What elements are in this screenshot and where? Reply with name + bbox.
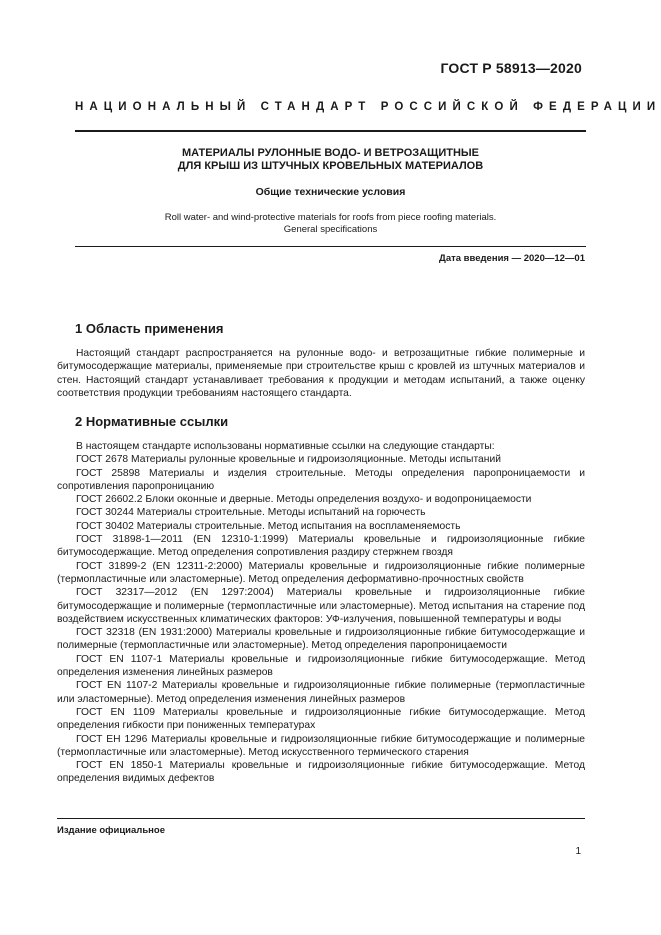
standard-number: ГОСТ Р 58913—2020 (440, 60, 582, 76)
national-standard-banner: НАЦИОНАЛЬНЫЙ СТАНДАРТ РОССИЙСКОЙ ФЕДЕРАЦИИ (75, 101, 661, 113)
section-2-heading: 2 Нормативные ссылки (75, 414, 229, 429)
reference-item: ГОСТ EN 1107-2 Материалы кровельные и гидроизоляционные гибкие полимерные (термопластичные или эластомерные). Метод определения изменения линейных размеров (57, 680, 585, 705)
footer-divider (57, 818, 585, 819)
title-block (75, 147, 586, 173)
reference-item: ГОСТ ЕН 1296 Материалы кровельные и гидроизоляционные гибкие битумосодержащие и полимерные (термопластичные или эластомерные). Метод искусственного термического старения (57, 733, 585, 758)
reference-item: ГОСТ 32317—2012 (EN 1297:2004) Материалы кровельные и гидроизоляционные гибкие битумосодержащие и полимерные (термопластичные или эластомерные). Метод испытания на старение под воздействием искусственных климатических факторов: УФ-излучения, повышенной температуры и воды (57, 587, 585, 625)
paragraph: В настоящем стандарте использованы нормативные ссылки на следующие стандарты: (76, 441, 495, 452)
section-1-body (57, 347, 585, 400)
official-edition-label: Издание официальное (57, 825, 165, 836)
section-2-body (57, 440, 585, 786)
reference-item: ГОСТ 32318 (EN 1931:2000) Материалы кровельные и гидроизоляционные гибкие битумосодержащие и полимерные (термопластичные или эластомерные). Метод определения паропроницаемости (57, 627, 585, 652)
page-number: 1 (575, 846, 581, 857)
reference-item: ГОСТ 2678 Материалы рулонные кровельные и гидроизоляционные. Методы испытаний (76, 454, 501, 466)
reference-item: ГОСТ 31898-1—2011 (EN 12310-1:1999) Материалы кровельные и гидроизоляционные гибкие битумосодержащие. Метод определения сопротивления раздиру стержнем гвоздя (57, 534, 585, 559)
document-subtitle: Общие технические условия (255, 186, 406, 198)
header-divider (75, 130, 586, 132)
reference-item: ГОСТ 30244 Материалы строительные. Методы испытаний на горючесть (76, 507, 426, 519)
reference-item: ГОСТ EN 1107-1 Материалы кровельные и гидроизоляционные гибкие битумосодержащие. Метод определения изменения линейных размеров (57, 653, 585, 679)
paragraph: Настоящий стандарт распространяется на рулонные водо- и ветрозащитные гибкие полимерные и битумосодержащие материалы, применяемые при строительстве крыш с кровлей из штучных материалов и стен. Настоящий стандарт устанавливает требования к продукции и методам испытаний, а также оценку соответствия продукции требованиям настоящего стандарта. (57, 348, 585, 399)
reference-item: ГОСТ 31899-2 (EN 12311-2:2000) Материалы кровельные и гидроизоляционные гибкие полимерные (термопластичные или эластомерные). Метод определения деформативно-прочностных свойств (57, 560, 585, 585)
reference-item: ГОСТ 26602.2 Блоки оконные и дверные. Методы определения воздухо- и водопроницаемости (76, 494, 532, 506)
title-divider (75, 246, 586, 247)
english-title-line-2: General specifications (283, 224, 378, 235)
english-title-line-1: Roll water- and wind-protective materials for roofs from piece roofing materials. (164, 212, 497, 223)
subtitle-block (75, 186, 586, 198)
reference-item: ГОСТ 30402 Материалы строительные. Метод испытания на воспламеняемость (76, 520, 461, 532)
english-title-block (75, 212, 586, 236)
reference-item: ГОСТ EN 1850-1 Материалы кровельные и гидроизоляционные гибкие битумосодержащие. Метод определения видимых дефектов (57, 760, 585, 785)
section-1-heading: 1 Область применения (75, 321, 224, 336)
title-line-1: МАТЕРИАЛЫ РУЛОННЫЕ ВОДО- И ВЕТРОЗАЩИТНЫЕ (181, 147, 480, 159)
reference-item: ГОСТ 25898 Материалы и изделия строительные. Методы определения паропроницаемости и сопротивления паропроницанию (57, 467, 585, 492)
reference-item: ГОСТ EN 1109 Материалы кровельные и гидроизоляционные гибкие битумосодержащие. Метод определения гибкости при пониженных температурах (57, 706, 585, 732)
title-line-2: ДЛЯ КРЫШ ИЗ ШТУЧНЫХ КРОВЕЛЬНЫХ МАТЕРИАЛОВ (177, 160, 484, 172)
introduction-date: Дата введения — 2020—12—01 (439, 253, 585, 264)
